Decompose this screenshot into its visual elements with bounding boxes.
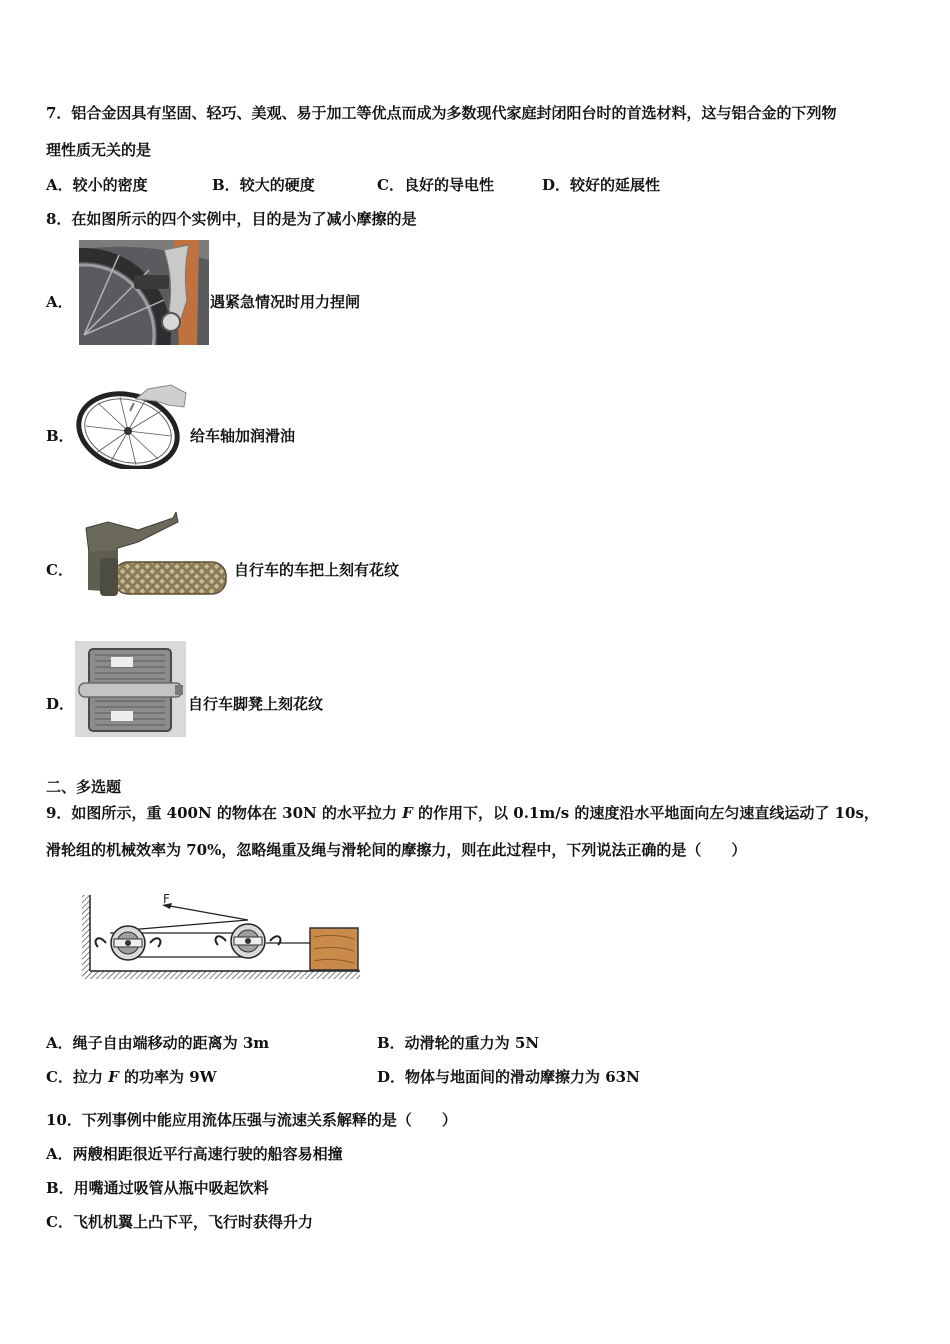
- q10-option-a: A．两艘相距很近平行高速行驶的船容易相撞: [46, 1145, 343, 1163]
- q10-option-c: C．飞机机翼上凸下平，飞行时获得升力: [46, 1213, 313, 1231]
- q10-option-b: B．用嘴通过吸管从瓶中吸起饮料: [46, 1179, 269, 1197]
- q8-option-c-caption: 自行车的车把上刻有花纹: [234, 561, 400, 579]
- section-title: 二、多选题: [46, 778, 122, 796]
- q9-option-a: A．绳子自由端移动的距离为 3m: [46, 1034, 270, 1052]
- bicycle-brake-photo: [79, 240, 209, 345]
- q8-option-b-caption: 给车轴加润滑油: [190, 427, 296, 445]
- q8-option-d-caption: 自行车脚凳上刻花纹: [188, 695, 324, 713]
- q9-option-d: D．物体与地面间的滑动摩擦力为 63N: [377, 1068, 640, 1086]
- q7-option-c: C．良好的导电性: [377, 176, 494, 194]
- q7-stem-line2: 理性质无关的是: [46, 141, 152, 159]
- q9-stem-line2: 滑轮组的机械效率为 70%，忽略绳重及绳与滑轮间的摩擦力，则在此过程中，下列说法正确的是（ ）: [46, 841, 747, 859]
- q8-option-a-caption: 遇紧急情况时用力捏闸: [210, 293, 361, 311]
- q9-option-c: C．拉力 F 的功率为 9W: [46, 1068, 217, 1086]
- oiling-wheel-axle-photo: [76, 381, 188, 469]
- q9-stem-line1: 9．如图所示，重 400N 的物体在 30N 的水平拉力 F 的作用下，以 0.1m/s 的速度沿水平地面向左匀速直线运动了 10s，: [46, 804, 879, 822]
- pulley-system-diagram: [80, 893, 362, 981]
- q10-stem: 10．下列事例中能应用流体压强与流速关系解释的是（ ）: [46, 1111, 457, 1129]
- force-label: F: [163, 893, 170, 906]
- q7-option-b: B．较大的硬度: [212, 176, 315, 194]
- q7-stem-line1: 7．铝合金因具有坚固、轻巧、美观、易于加工等优点而成为多数现代家庭封闭阳台时的首选材料，这与铝合金的下列物: [46, 104, 837, 122]
- q9-option-b: B．动滑轮的重力为 5N: [377, 1034, 540, 1052]
- q7-option-d: D．较好的延展性: [542, 176, 661, 194]
- q8-option-a-key: A．: [46, 293, 73, 311]
- q8-stem: 8．在如图所示的四个实例中，目的是为了减小摩擦的是: [46, 210, 417, 228]
- q8-option-b-key: B．: [46, 427, 74, 445]
- q8-option-c-key: C．: [46, 561, 73, 579]
- q8-option-d-key: D．: [46, 695, 75, 713]
- q7-option-a: A．较小的密度: [46, 176, 148, 194]
- bicycle-pedal-photo: [75, 641, 186, 737]
- handlebar-grip-photo: [78, 512, 230, 598]
